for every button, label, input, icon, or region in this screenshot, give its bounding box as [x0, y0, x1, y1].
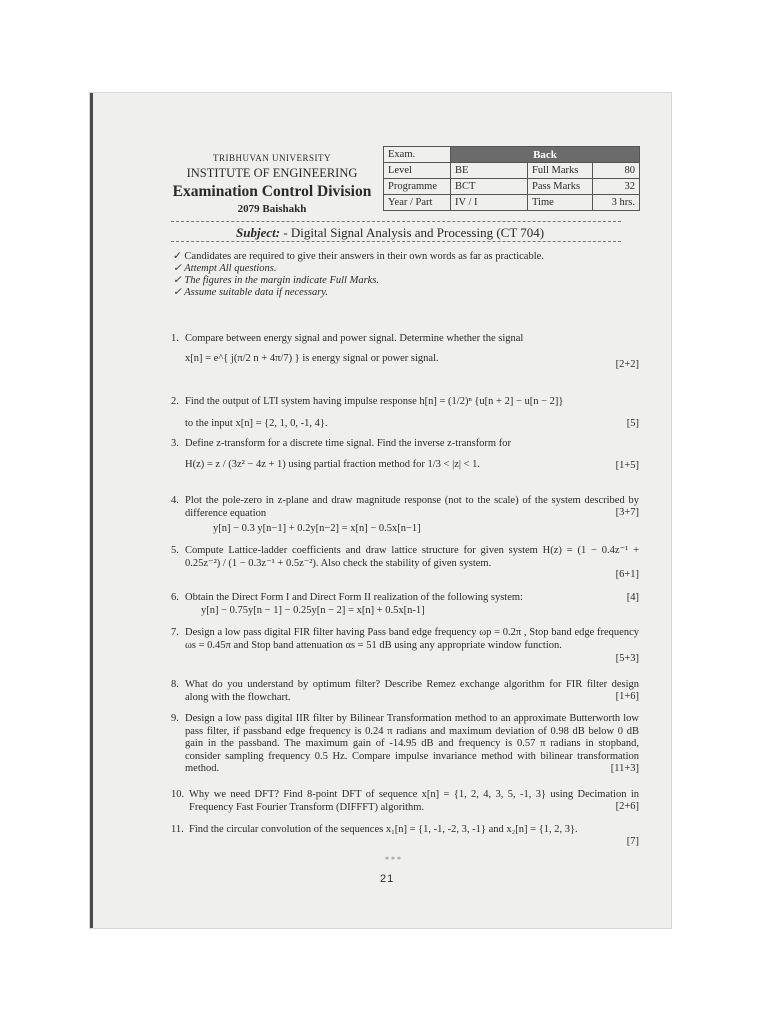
exam-label: Exam. [384, 147, 451, 163]
instruction-item: ✓ Candidates are required to give their answers in their own words as far as practicable. [173, 251, 544, 262]
question-text: Design a low pass digital FIR filter having Pass band edge frequency ωp = 0.2π , Stop band edge frequency ωs = 0.45π and Stop band attenuation αs = 51 dB using any appropriate window function. [185, 627, 639, 651]
exam-paper [90, 93, 671, 928]
question-number: 6. [171, 592, 179, 603]
question-10 [171, 789, 639, 814]
question-equation: x[n] = e^{ j(π/2 n + 4π/7) } [185, 352, 300, 364]
question-marks: [3+7] [615, 507, 639, 518]
question-text: What do you understand by optimum filter? Describe Remez exchange algorithm for FIR filter design along with the flowchart. [185, 679, 639, 703]
exam-info-table [383, 146, 640, 211]
instructions-list [173, 251, 544, 299]
question-8 [171, 679, 639, 704]
full-marks-value: 80 [593, 163, 640, 179]
time-value: 3 hrs. [593, 195, 640, 211]
question-text: Define z-transform for a discrete time signal. Find the inverse z-transform for [185, 438, 511, 449]
question-text: Find the circular convolution of the sequences x₁[n] = {1, -1, -2, 3, -1} and x₂[n] = {1, 2, 3}. [189, 824, 578, 835]
question-4 [171, 495, 639, 536]
question-text: Find the output of LTI system having impulse response h[n] = (1/2)ⁿ {u[n + 2] − u[n − 2]} [185, 396, 564, 407]
divider-bottom [171, 241, 621, 242]
question-marks: [1+6] [615, 691, 639, 702]
question-text: Why we need DFT? Find 8-point DFT of sequence x[n] = {1, 2, 4, 3, 5, -1, 3} using Decimation in Frequency Fast Fourier Transform (DIFFFT) algorithm. [189, 789, 639, 813]
question-1 [171, 333, 639, 370]
pass-marks-label: Pass Marks [528, 179, 593, 195]
question-7 [171, 627, 639, 664]
subject-prefix: Subject: [236, 225, 281, 240]
question-number: 3. [171, 438, 179, 449]
question-number: 1. [171, 333, 179, 344]
question-number: 2. [171, 396, 179, 407]
question-marks: [1+5] [615, 460, 639, 471]
pass-marks-value: 32 [593, 179, 640, 195]
level-label: Level [384, 163, 451, 179]
question-number: 9. [171, 713, 179, 724]
question-number: 8. [171, 679, 179, 690]
header-block [163, 153, 381, 215]
end-marker: * * * [385, 855, 401, 864]
question-number: 7. [171, 627, 179, 638]
question-marks: [2+6] [615, 801, 639, 812]
subject-line [236, 225, 544, 241]
question-marks: [6+1] [615, 569, 639, 580]
year-part-label: Year / Part [384, 195, 451, 211]
question-2 [171, 396, 639, 430]
level-value: BE [451, 163, 528, 179]
question-number: 5. [171, 545, 179, 556]
question-text: Plot the pole-zero in z-plane and draw magnitude response (not to the scale) of the system described by difference equation [185, 495, 639, 519]
programme-value: BCT [451, 179, 528, 195]
question-text-2: to the input x[n] = {2, 1, 0, -1, 4}. [185, 417, 328, 429]
question-5 [171, 545, 639, 580]
question-text: Compute Lattice-ladder coefficients and draw lattice structure for given system H(z) = (1 − 0.4z⁻¹ + 0.25z⁻²) / (1 − 0.3z⁻¹ + 0.5z⁻²). Also check the stability of given system. [185, 545, 639, 569]
question-11 [171, 824, 639, 847]
exam-date: 2079 Baishakh [237, 203, 307, 215]
page-number: 21 [380, 873, 395, 885]
question-number: 4. [171, 495, 179, 506]
instruction-item: ✓ Attempt All questions. [173, 263, 277, 274]
exam-value: Back [451, 147, 640, 163]
university-name: TRIBHUVAN UNIVERSITY [212, 153, 332, 163]
question-text: Design a low pass digital IIR filter by Bilinear Transformation method to an approximate Butterworth low pass filter, if passband edge frequency is 0.24 π radians and maximum deviation of 0.98 dB below 0 dB gain in the passband. The maximum gain of -14.95 dB and frequency is 0.57 π radians in stopband, consider sampling frequency 0.5 Hz. Compare impulse invariance method with bilinear transformation method. [185, 713, 639, 774]
question-marks: [5+3] [615, 653, 639, 664]
question-text: Compare between energy signal and power signal. Determine whether the signal [185, 333, 524, 344]
question-equation: y[n] − 0.3 y[n−1] + 0.2y[n−2] = x[n] − 0.5x[n−1] [213, 523, 421, 534]
instruction-item: ✓ The figures in the margin indicate Full Marks. [173, 275, 380, 286]
question-text-tail: is energy signal or power signal. [302, 352, 439, 364]
question-equation: H(z) = z / (3z² − 4z + 1) using partial fraction method for 1/3 < |z| < 1. [185, 458, 480, 470]
division-name: Examination Control Division [172, 183, 372, 200]
year-part-value: IV / I [451, 195, 528, 211]
question-text: Obtain the Direct Form I and Direct Form II realization of the following system: [185, 592, 523, 603]
question-marks: [5] [626, 418, 639, 429]
question-marks: [4] [626, 592, 639, 603]
question-3 [171, 438, 639, 471]
programme-label: Programme [384, 179, 451, 195]
full-marks-label: Full Marks [528, 163, 593, 179]
instruction-item: ✓ Assume suitable data if necessary. [173, 287, 329, 298]
time-label: Time [528, 195, 593, 211]
subject-title: - Digital Signal Analysis and Processing (CT 704) [283, 225, 545, 240]
question-marks: [2+2] [615, 359, 639, 370]
question-marks: [7] [626, 836, 639, 847]
question-6 [171, 592, 639, 617]
question-number: 11. [171, 824, 184, 835]
institute-name: INSTITUTE OF ENGINEERING [186, 166, 358, 180]
divider-top [171, 221, 621, 222]
question-9 [171, 713, 639, 776]
question-number: 10. [171, 789, 185, 800]
question-equation: y[n] − 0.75y[n − 1] − 0.25y[n − 2] = x[n] + 0.5x[n-1] [201, 604, 425, 616]
question-marks: [11+3] [610, 763, 639, 774]
